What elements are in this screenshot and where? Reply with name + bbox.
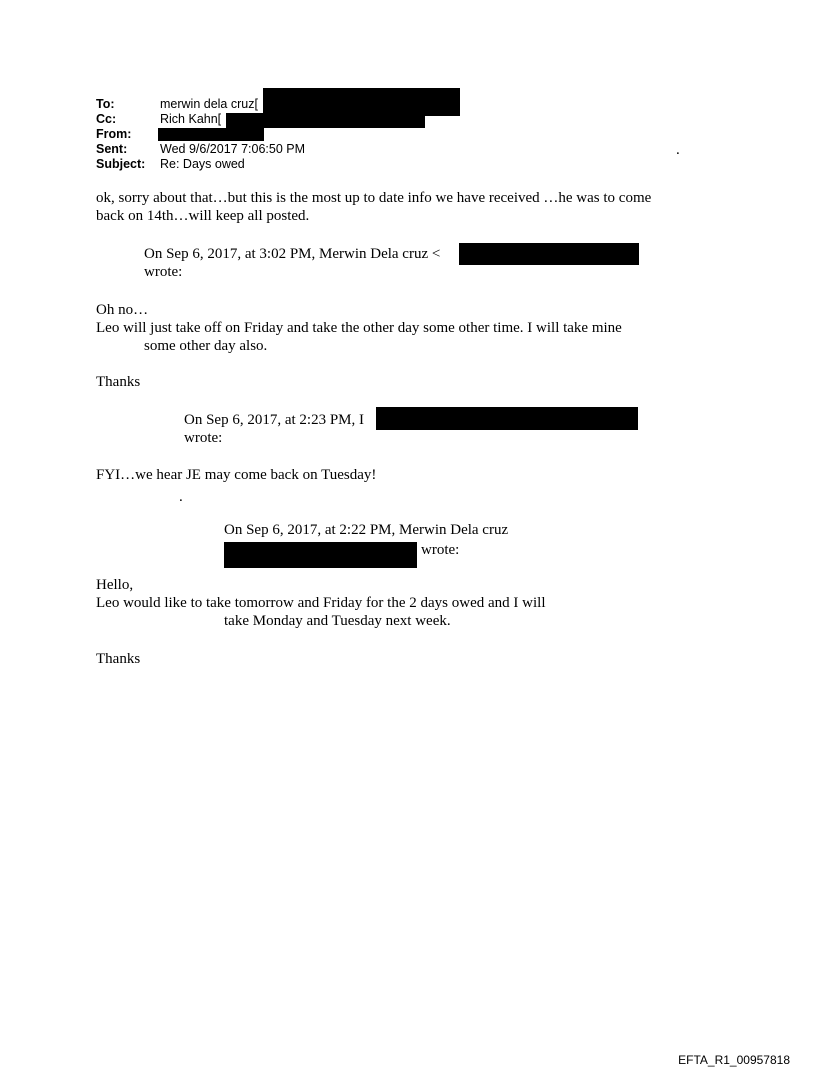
message-signoff: Thanks xyxy=(96,651,141,667)
message-line: Leo will just take off on Friday and take the other day some other time. I will take mine xyxy=(96,320,622,336)
message-line: take Monday and Tuesday next week. xyxy=(224,613,451,629)
to-label: To: xyxy=(96,97,115,111)
message-line: Hello, xyxy=(96,577,134,593)
redaction-block xyxy=(263,88,460,116)
cc-label: Cc: xyxy=(96,112,117,126)
message-signoff: Thanks xyxy=(96,374,141,390)
stray-dot: . xyxy=(676,142,680,158)
sent-label: Sent: xyxy=(96,142,128,156)
reply-line: ok, sorry about that…but this is the most up to date info we have received …he was to come xyxy=(96,190,652,206)
quote-attribution: wrote: xyxy=(184,430,223,446)
cc-value: Rich Kahn[ xyxy=(160,112,222,126)
stray-dot: . xyxy=(179,489,183,505)
message-line: FYI…we hear JE may come back on Tuesday! xyxy=(96,467,377,483)
redaction-block xyxy=(459,243,639,265)
quote-attribution: wrote: xyxy=(144,264,183,280)
redaction-block xyxy=(158,128,264,141)
quote-attribution: On Sep 6, 2017, at 3:02 PM, Merwin Dela cruz < xyxy=(144,246,441,262)
redaction-block xyxy=(226,113,425,128)
message-line: some other day also. xyxy=(144,338,268,354)
message-line: Leo would like to take tomorrow and Friday for the 2 days owed and I will xyxy=(96,595,546,611)
to-value: merwin dela cruz[ xyxy=(160,97,258,111)
quote-attribution: wrote: xyxy=(421,542,460,558)
reply-line: back on 14th…will keep all posted. xyxy=(96,208,310,224)
redaction-block xyxy=(376,407,638,430)
subject-label: Subject: xyxy=(96,157,146,171)
subject-value: Re: Days owed xyxy=(160,157,245,171)
message-line: Oh no… xyxy=(96,302,149,318)
quote-attribution: On Sep 6, 2017, at 2:22 PM, Merwin Dela cruz xyxy=(224,522,509,538)
redaction-block xyxy=(224,542,417,568)
from-label: From: xyxy=(96,127,132,141)
document-id: EFTA_R1_00957818 xyxy=(678,1053,790,1067)
quote-attribution: On Sep 6, 2017, at 2:23 PM, I xyxy=(184,412,364,428)
sent-value: Wed 9/6/2017 7:06:50 PM xyxy=(160,142,306,156)
